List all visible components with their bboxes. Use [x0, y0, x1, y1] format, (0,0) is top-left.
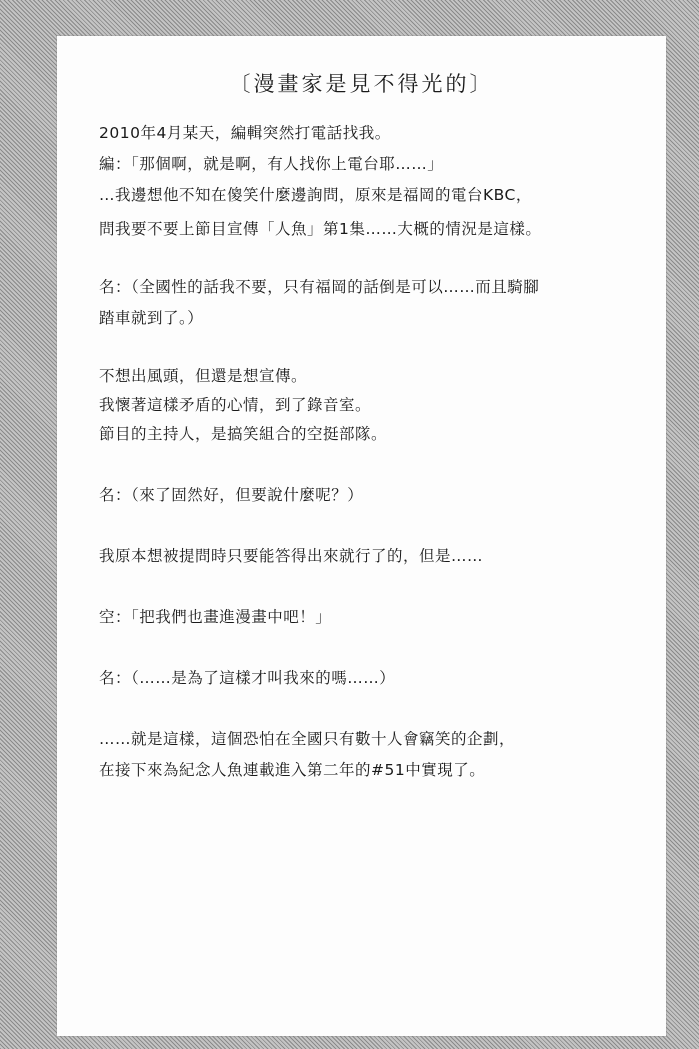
text-line: …我邊想他不知在傻笑什麼邊詢問，原來是福岡的電台KBC，: [99, 186, 532, 204]
text-line: 我懷著這樣矛盾的心情，到了錄音室。: [99, 396, 372, 414]
page-title: 〔漫畫家是見不得光的〕: [229, 72, 494, 96]
page-content: [99, 125, 659, 779]
text-line: 2010年4月某天，編輯突然打電話找我。: [99, 124, 391, 142]
text-line: 問我要不要上節目宣傳「人魚」第1集……大概的情況是這樣。: [99, 220, 542, 238]
text-line: 不想出風頭，但還是想宣傳。: [99, 367, 308, 385]
text-line: 踏車就到了。）: [99, 309, 204, 327]
text-line: 我原本想被提問時只要能答得出來就行了的，但是……: [99, 547, 484, 565]
text-line: 空：「把我們也畫進漫畫中吧！」: [99, 608, 332, 626]
document-page: [57, 36, 666, 1036]
text-line: 節目的主持人，是搞笑組合的空挺部隊。: [99, 425, 388, 443]
text-line: 名：（全國性的話我不要，只有福岡的話倒是可以……而且騎腳: [99, 278, 540, 296]
text-line: 在接下來為紀念人魚連載進入第二年的#51中實現了。: [99, 761, 486, 779]
text-line: 名：（來了固然好，但要說什麼呢？）: [99, 486, 364, 504]
text-line: 名：（……是為了這樣才叫我來的嗎……）: [99, 669, 396, 687]
text-line: 編：「那個啊，就是啊，有人找你上電台耶……」: [99, 155, 444, 173]
text-line: ……就是這樣，這個恐怕在全國只有數十人會竊笑的企劃，: [99, 730, 516, 748]
